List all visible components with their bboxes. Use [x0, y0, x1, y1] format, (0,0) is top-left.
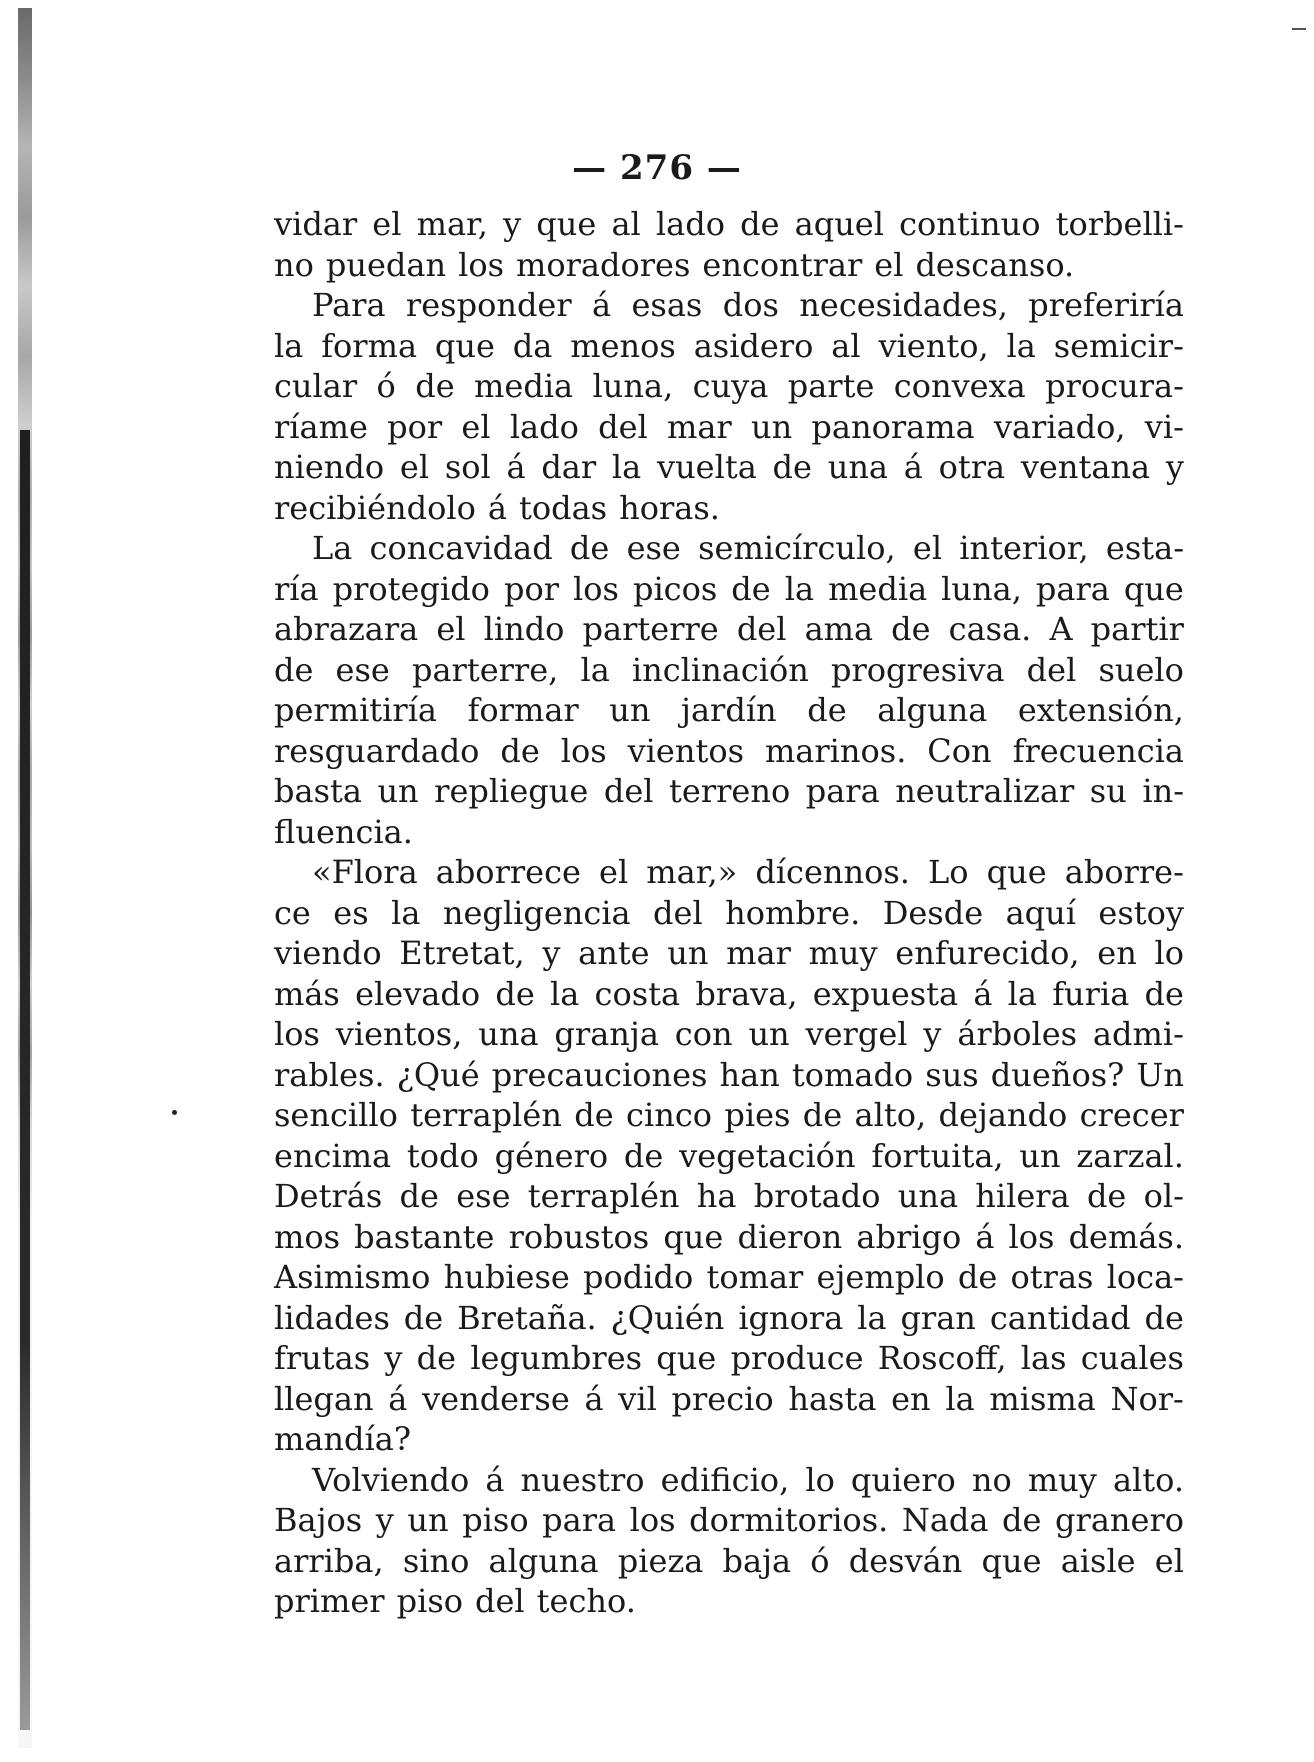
paragraph — [274, 1460, 1184, 1622]
text-line: viendo Etretat, y ante un mar muy enfurecido, en lo — [274, 934, 1184, 972]
text-line: frutas y de legumbres que produce Roscoff, las cuales — [274, 1339, 1184, 1377]
text-line: Bajos y un piso para los dormitorios. Nada de granero — [274, 1501, 1184, 1539]
text-line: ría protegido por los picos de la media luna, para que — [274, 569, 1184, 608]
text-line: encima todo género de vegetación fortuita, un zarzal. — [274, 1136, 1184, 1175]
text-line: vidar el mar, y que al lado de aquel continuo torbelli- — [274, 205, 1184, 243]
text-line: niendo el sol á dar la vuelta de una á otra ventana y — [274, 448, 1184, 486]
scan-mark — [1292, 28, 1306, 30]
text-line: Volviendo á nuestro edificio, lo quiero no muy alto. — [312, 1460, 1184, 1499]
text-line: primer piso del techo. — [274, 1582, 636, 1620]
text-line: La concavidad de ese semicírculo, el interior, esta- — [312, 529, 1184, 567]
text-line: Asimismo hubiese podido tomar ejemplo de otras loca- — [274, 1258, 1184, 1296]
text-line: basta un repliegue del terreno para neutralizar su in- — [274, 772, 1184, 810]
text-line: sencillo terraplén de cinco pies de alto, dejando crecer — [274, 1096, 1184, 1134]
text-line: más elevado de la costa brava, expuesta á la furia de — [274, 974, 1184, 1013]
text-line: de ese parterre, la inclinación progresiva del suelo — [274, 650, 1184, 689]
text-line: fluencia. — [274, 812, 413, 851]
text-line: abrazara el lindo parterre del ama de casa. A partir — [274, 610, 1184, 648]
text-line: mandía? — [274, 1420, 411, 1458]
paragraph — [274, 204, 1184, 285]
text-line: resguardado de los vientos marinos. Con frecuencia — [274, 731, 1184, 770]
body-text — [274, 204, 1184, 1622]
ink-speck — [172, 1110, 177, 1115]
text-line: Para responder á esas dos necesidades, preferiría — [312, 286, 1184, 324]
text-line: los vientos, una granja con un vergel y árboles admi- — [274, 1015, 1184, 1053]
page-binding-shadow — [20, 430, 30, 1730]
text-line: ce es la negligencia del hombre. Desde aquí estoy — [274, 893, 1184, 932]
text-line: ríame por el lado del mar un panorama variado, vi- — [274, 407, 1184, 446]
text-line: la forma que da menos asidero al viento, la semicir- — [274, 326, 1184, 365]
text-line: «Flora aborrece el mar,» dícennos. Lo que aborre- — [312, 853, 1184, 891]
text-line: recibiéndolo á todas horas. — [274, 488, 720, 527]
text-line: cular ó de media luna, cuya parte convexa procura- — [274, 367, 1184, 405]
text-line: arriba, sino alguna pieza baja ó desván que aisle el — [274, 1541, 1184, 1580]
text-line: no puedan los moradores encontrar el descanso. — [274, 245, 1075, 284]
text-line: llegan á venderse á vil precio hasta en la misma Nor- — [274, 1379, 1184, 1418]
paragraph — [274, 528, 1184, 852]
text-line: lidades de Bretaña. ¿Quién ignora la gran cantidad de — [274, 1298, 1184, 1337]
text-line: rables. ¿Qué precauciones han tomado sus dueños? Un — [274, 1055, 1184, 1094]
text-line: permitiría formar un jardín de alguna extensión, — [274, 691, 1184, 729]
page-number: — 276 — — [572, 148, 742, 188]
text-line: Detrás de ese terraplén ha brotado una hilera de ol- — [274, 1177, 1184, 1215]
text-line: mos bastante robustos que dieron abrigo á los demás. — [274, 1217, 1184, 1256]
paragraph — [274, 852, 1184, 1460]
paragraph — [274, 285, 1184, 528]
